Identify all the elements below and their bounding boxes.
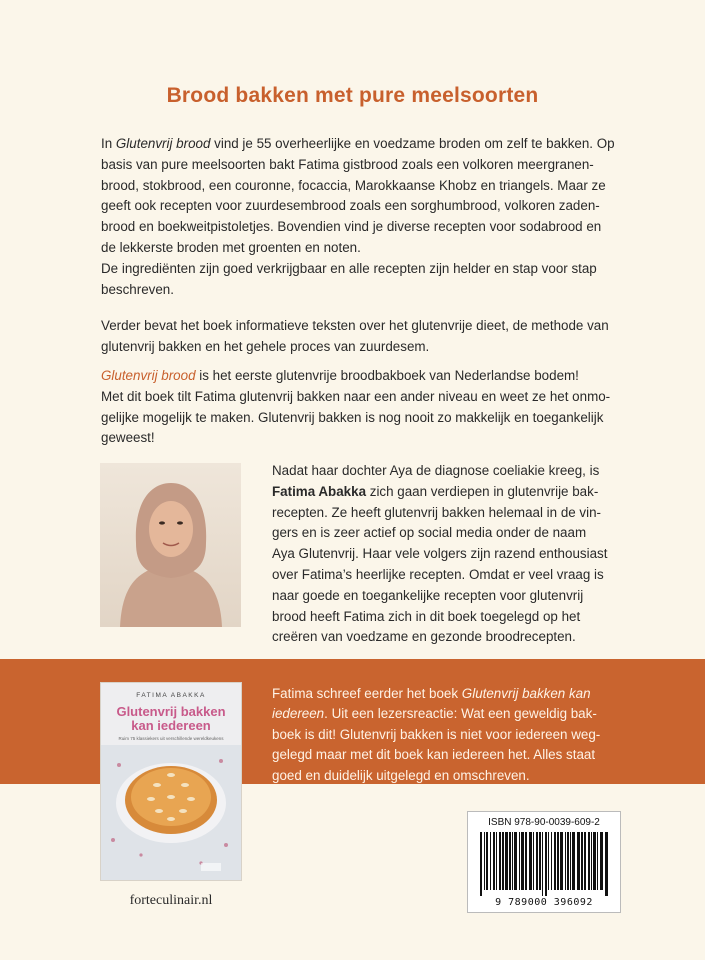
book-title: Glutenvrij bakken kan iedereen <box>116 704 226 733</box>
paragraph-author-bio: Nadat haar dochter Aya de diagnose coeliakie kreeg, is Fatima Abakka zich gaan verdiepen in glutenvrije bak- recepten. Ze heeft glutenvrij bakken helemaal in de vin- gers en is zeer actief op social media onder de naam Aya Glutenvrij. Haar vele volgers zijn razend enthousiast over Fatima’s heerlijke recepten. Omdat er veel vraag is naar goede en toegankelijke recepten voor glutenvrij brood heeft Fatima zich in dit boek toegelegd op het creëren van voedzame en gezonde broodrecepten. <box>272 463 608 645</box>
paragraph-intro: In Glutenvrij brood vind je 55 overheerlijke en voedzame broden om zelf te bakken. Op basis van pure meelsoorten bakt Fatima gistbrood zoals een volkoren meergranen- brood, stokbrood, een couronne, focaccia, Marokkaanse Khobz en triangels. Maar ze geeft ook recepten voor zuurdesembrood zoals een sorghumbrood, volkoren zaden- brood en boekweitpistoletjes. Bovendien vind je diverse recepten voor sodabrood en de lekkerste broden met groenten en noten. De ingrediënten zijn goed verkrijgbaar en alle recepten zijn helder en stap voor stap beschreven. <box>101 136 615 297</box>
book-cover <box>101 683 241 880</box>
cake-illustration <box>101 745 241 880</box>
book-author: FATIMA ABAKKA <box>136 692 206 699</box>
barcode <box>467 811 621 913</box>
paragraph-highlight: Glutenvrij brood is het eerste glutenvrije broodbakboek van Nederlandse bodem! Met dit boek tilt Fatima glutenvrij bakken naar een ander niveau en weet ze het onmo- gelijke mogelijk te maken. Glutenvrij bakken is nog nooit zo makkelijk en toegankelijk geweest! <box>101 368 611 446</box>
author-name: Fatima Abakka <box>272 483 367 499</box>
barcode-bars <box>480 832 608 896</box>
promo-text: Fatima schreef eerder het boek Glutenvrij bakken kan iedereen. Uit een lezersreactie: Wat een geweldig bak- boek is dit! Glutenvrij bakken is niet voor iedereen weg- gelegd maar met dit boek kan iedereen het. Alles staat goed en duidelijk uitgelegd en omschreven. <box>272 686 601 783</box>
book-subtitle: Ruim 75 klassiekers uit verschillende wereldkeukens <box>118 736 224 741</box>
page-title: Brood bakken met pure meelsoorten <box>166 84 539 107</box>
website: forteculinair.nl <box>129 893 213 908</box>
isbn-label: ISBN 978-90-0039-609-2 <box>488 817 600 828</box>
author-photo <box>100 463 241 627</box>
paragraph-contents: Verder bevat het boek informatieve teksten over het glutenvrije dieet, de methode van glutenvrij bakken en het gehele proces van zuurdesem. <box>101 318 609 354</box>
ean-digits: 9 789000 396092 <box>495 897 593 908</box>
